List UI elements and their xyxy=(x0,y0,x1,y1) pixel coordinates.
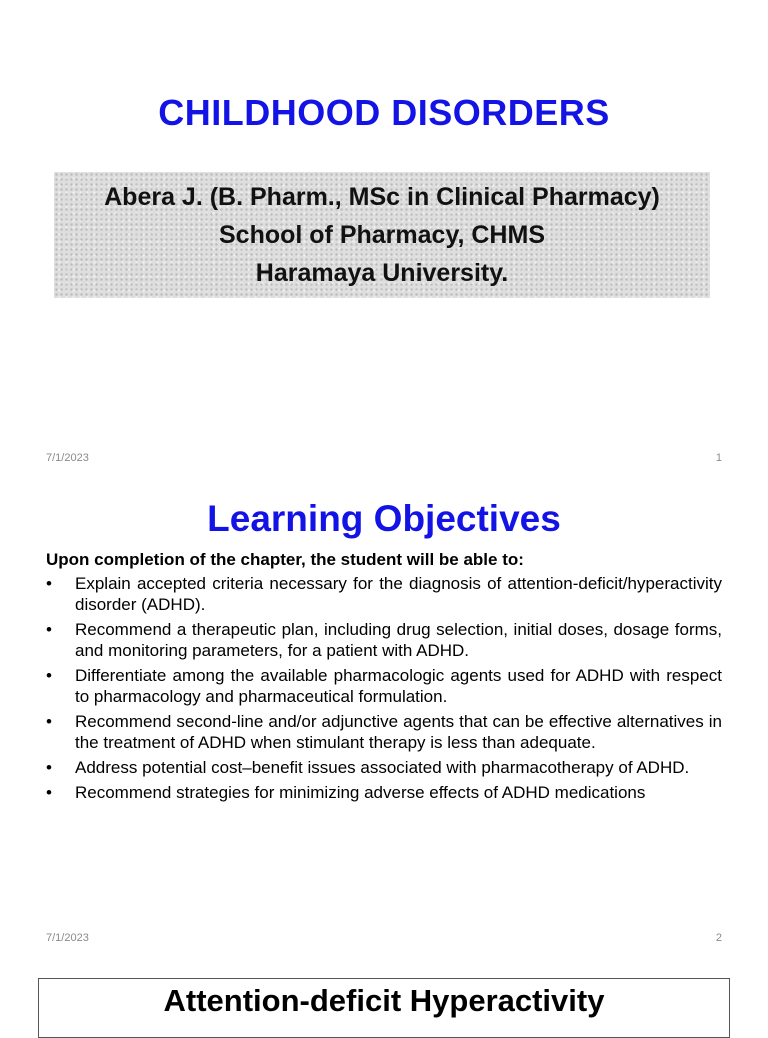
objective-text: Recommend second-line and/or adjunctive agents that can be effective alternatives in the treatment of ADHD when stimulant therapy is less than adequate. xyxy=(75,712,722,752)
bullet-icon: • xyxy=(46,783,52,802)
slide-title: Attention-deficit Hyperactivity xyxy=(163,983,605,1018)
list-item xyxy=(46,665,722,707)
slide-number: 2 xyxy=(715,932,722,944)
objective-text: Differentiate among the available pharmacologic agents used for ADHD with respect to pharmacology and pharmaceutical formulation. xyxy=(75,666,722,706)
objectives-intro: Upon completion of the chapter, the student will be able to: xyxy=(46,550,524,569)
slide-title: CHILDHOOD DISORDERS xyxy=(158,92,610,133)
list-item xyxy=(46,782,722,803)
objectives-list xyxy=(46,573,722,807)
author-info-box xyxy=(54,172,710,298)
list-item xyxy=(46,573,722,615)
slide-date: 7/1/2023 xyxy=(46,932,89,944)
objective-text: Recommend strategies for minimizing adverse effects of ADHD medications xyxy=(75,783,646,802)
slide-2 xyxy=(0,478,768,956)
objective-text: Address potential cost–benefit issues associated with pharmacotherapy of ADHD. xyxy=(75,758,690,777)
bullet-icon: • xyxy=(46,666,52,685)
bullet-icon: • xyxy=(46,574,52,593)
objective-text: Recommend a therapeutic plan, including drug selection, initial doses, dosage forms, and monitoring parameters, for a patient with ADHD. xyxy=(75,620,722,660)
slide-3 xyxy=(0,956,768,1024)
objective-text: Explain accepted criteria necessary for the diagnosis of attention-deficit/hyperactivity disorder (ADHD). xyxy=(75,574,722,614)
slide-title: Learning Objectives xyxy=(207,498,561,539)
bullet-icon: • xyxy=(46,712,52,731)
slide-number: 1 xyxy=(715,452,722,464)
list-item xyxy=(46,711,722,753)
author-university-line: Haramaya University. xyxy=(255,259,509,287)
slide-title-box xyxy=(38,978,730,1038)
list-item xyxy=(46,619,722,661)
slide-1 xyxy=(0,0,768,478)
author-name-line: Abera J. (B. Pharm., MSc in Clinical Pharmacy) xyxy=(104,183,660,211)
list-item xyxy=(46,757,722,778)
slide-date: 7/1/2023 xyxy=(46,452,89,464)
author-school-line: School of Pharmacy, CHMS xyxy=(219,221,545,249)
bullet-icon: • xyxy=(46,620,52,639)
bullet-icon: • xyxy=(46,758,52,777)
